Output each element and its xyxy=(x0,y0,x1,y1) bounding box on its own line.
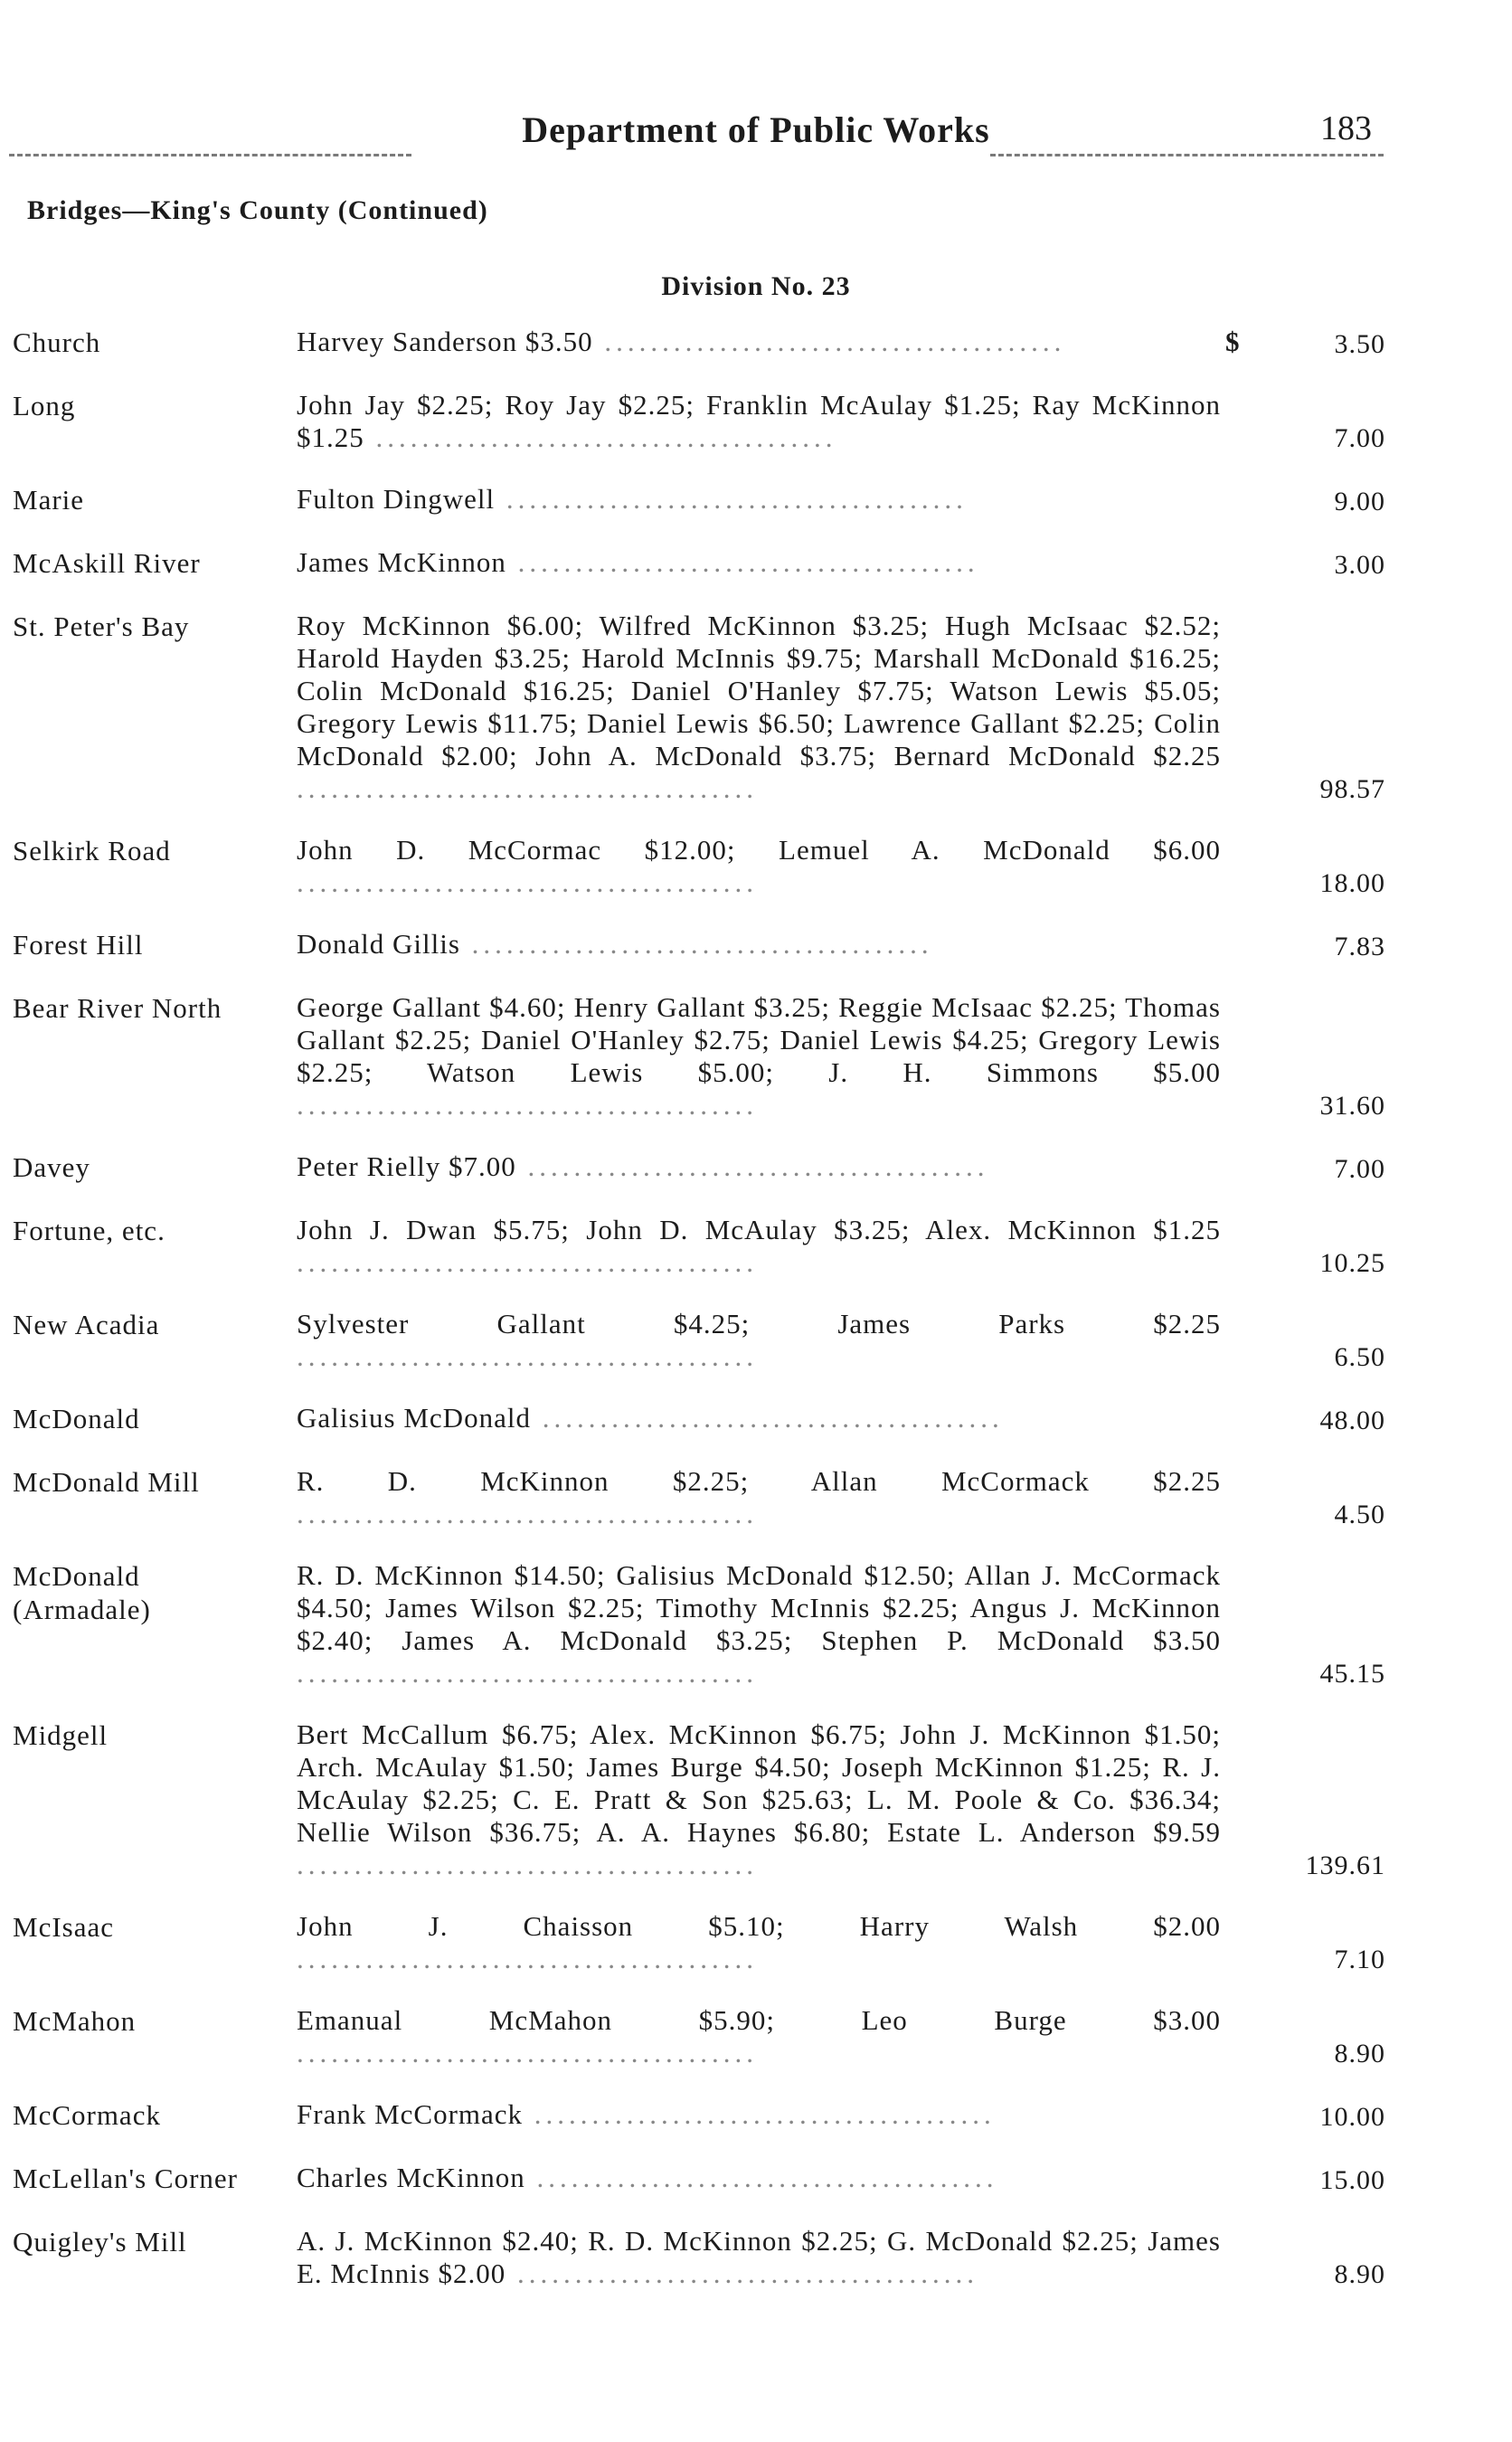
leader-dots: ........................................ xyxy=(506,546,979,578)
place-name: McCormack xyxy=(13,2099,161,2131)
place-name: McDonald xyxy=(13,1403,140,1434)
amount: 9.00 xyxy=(1334,487,1385,516)
payee-list xyxy=(297,1718,1221,1881)
leader-dots: ........................................ xyxy=(506,2257,979,2289)
place-name: Long xyxy=(13,390,76,421)
leader-dots: ........................................ xyxy=(297,2037,758,2068)
place-name: Quigley's Mill xyxy=(13,2226,187,2257)
amount: 7.83 xyxy=(1334,932,1385,961)
list-item xyxy=(0,2162,1512,2196)
leader-dots: ........................................ xyxy=(297,866,758,898)
payee-text: John D. McCormac $12.00; Lemuel A. McDonald $6.00 xyxy=(297,834,1221,866)
leader-dots: ........................................ xyxy=(297,1498,758,1529)
payee-text: Bert McCallum $6.75; Alex. McKinnon $6.75; John J. McKinnon $1.50; Arch. McAulay $1.50; James Burge $4.50; Joseph McKinnon $1.25; R. J. McAulay $2.25; C. E. Pratt & Son $25.63; L. M. Poole & Co. $36.34; Nellie Wilson $36.75; A. A. Haynes $6.80; Estate L. Anderson $9.59 xyxy=(297,1718,1221,1848)
payee-text: John J. Chaisson $5.10; Harry Walsh $2.00 xyxy=(297,1910,1221,1942)
amount: 45.15 xyxy=(1319,1659,1385,1689)
payee-text: Galisius McDonald xyxy=(297,1402,531,1434)
place-name: Selkirk Road xyxy=(13,835,171,866)
payee-list xyxy=(297,2225,1221,2290)
list-item xyxy=(0,1214,1512,1279)
list-item xyxy=(0,1718,1512,1881)
amount: 7.00 xyxy=(1334,1154,1385,1184)
place-name: McLellan's Corner xyxy=(13,2163,238,2194)
amount: 3.00 xyxy=(1334,550,1385,580)
list-item xyxy=(0,389,1512,454)
payee-text: Fulton Dingwell xyxy=(297,483,496,515)
amount: 7.10 xyxy=(1334,1945,1385,1974)
amount: 3.50 xyxy=(1334,329,1385,359)
page-header xyxy=(0,109,1512,163)
payee-text: Emanual McMahon $5.90; Leo Burge $3.00 xyxy=(297,2004,1221,2036)
amount: 4.50 xyxy=(1334,1500,1385,1529)
place-name: Church xyxy=(13,327,101,358)
payee-text: Sylvester Gallant $4.25; James Parks $2.25 xyxy=(297,1308,1221,1339)
list-item xyxy=(0,2004,1512,2069)
amount: 8.90 xyxy=(1334,2259,1385,2289)
place-name: McIsaac xyxy=(13,1911,114,1943)
payee-list xyxy=(297,1910,1221,1975)
list-item xyxy=(0,1910,1512,1975)
place-name: Marie xyxy=(13,484,85,516)
payee-list xyxy=(297,2004,1221,2069)
payee-list xyxy=(297,483,1221,516)
amount: 6.50 xyxy=(1334,1342,1385,1372)
section-heading: Bridges—King's County (Continued) xyxy=(27,195,488,225)
dollar-sign: $ xyxy=(1225,326,1240,357)
payee-text: James McKinnon xyxy=(297,546,506,578)
leader-dots: ........................................ xyxy=(515,1150,989,1182)
list-item xyxy=(0,546,1512,581)
list-item xyxy=(0,928,1512,962)
list-item xyxy=(0,483,1512,517)
payee-text: A. J. McKinnon $2.40; R. D. McKinnon $2.25; G. McDonald $2.25; James E. McInnis $2.00 xyxy=(297,2225,1221,2289)
payee-text: Harvey Sanderson $3.50 xyxy=(297,326,593,357)
list-item xyxy=(0,326,1512,360)
page-number: 183 xyxy=(1320,109,1372,147)
header-rule-left xyxy=(9,154,411,156)
place-name: Fortune, etc. xyxy=(13,1215,165,1246)
leader-dots: ........................................ xyxy=(523,2098,996,2130)
payee-text: John Jay $2.25; Roy Jay $2.25; Franklin McAulay $1.25; Ray McKinnon $1.25 xyxy=(297,389,1221,453)
leader-dots: ........................................ xyxy=(297,1657,758,1689)
payee-text: R. D. McKinnon $14.50; Galisius McDonald $12.50; Allan J. McCormack $4.50; James Wilson $2.25; Timothy McInnis $2.25; Angus J. McKinnon $2.40; James A. McDonald $3.25; Stephen P. McDonald $3.50 xyxy=(297,1559,1221,1656)
place-name: New Acadia xyxy=(13,1309,160,1340)
amount: 10.25 xyxy=(1319,1248,1385,1278)
list-item xyxy=(0,1559,1512,1690)
leader-dots: ........................................ xyxy=(530,1402,1004,1434)
leader-dots: ........................................ xyxy=(459,928,933,960)
place-name: McMahon xyxy=(13,2005,137,2037)
leader-dots: ........................................ xyxy=(297,1943,758,1974)
payee-list xyxy=(297,1214,1221,1279)
amount: 31.60 xyxy=(1319,1091,1385,1121)
list-item xyxy=(0,1308,1512,1373)
place-name: Midgell xyxy=(13,1719,109,1751)
payee-text: Peter Rielly $7.00 xyxy=(297,1150,516,1182)
amount: 8.90 xyxy=(1334,2039,1385,2068)
payee-list xyxy=(297,1150,1221,1183)
place-name: Bear River North xyxy=(13,992,222,1024)
leader-dots: ........................................ xyxy=(297,1340,758,1372)
leader-dots: ........................................ xyxy=(592,326,1066,357)
payee-list xyxy=(297,991,1221,1122)
amount: 98.57 xyxy=(1319,774,1385,804)
running-title: Department of Public Works xyxy=(522,109,990,150)
leader-dots: ........................................ xyxy=(495,483,968,515)
list-item xyxy=(0,2225,1512,2290)
payee-list xyxy=(297,1308,1221,1373)
place-name: McDonald (Armadale) xyxy=(13,1560,151,1625)
header-rule-right xyxy=(990,154,1384,156)
payee-text: Donald Gillis xyxy=(297,928,460,960)
list-item xyxy=(0,834,1512,899)
list-item xyxy=(0,1150,1512,1185)
payee-list xyxy=(297,2098,1221,2131)
payee-text: George Gallant $4.60; Henry Gallant $3.25; Reggie McIsaac $2.25; Thomas Gallant $2.25; Daniel O'Hanley $2.75; Daniel Lewis $4.25; Gregory Lewis $2.25; Watson Lewis $5.00; J. H. Simmons $5.00 xyxy=(297,991,1221,1088)
amount: 10.00 xyxy=(1319,2102,1385,2132)
payee-list xyxy=(297,1559,1221,1690)
payee-list xyxy=(297,610,1221,805)
payee-text: John J. Dwan $5.75; John D. McAulay $3.25; Alex. McKinnon $1.25 xyxy=(297,1214,1221,1245)
place-name: St. Peter's Bay xyxy=(13,610,190,642)
payee-list xyxy=(297,2162,1221,2194)
place-name: McAskill River xyxy=(13,547,201,579)
amount: 15.00 xyxy=(1319,2165,1385,2195)
payee-list xyxy=(297,928,1221,961)
place-name: Davey xyxy=(13,1151,90,1183)
leader-dots: ........................................ xyxy=(297,1246,758,1278)
leader-dots: ........................................ xyxy=(297,772,758,804)
amount: 48.00 xyxy=(1319,1406,1385,1435)
amount: 7.00 xyxy=(1334,423,1385,453)
leader-dots: ........................................ xyxy=(524,2162,998,2193)
leader-dots: ........................................ xyxy=(297,1089,758,1121)
payee-list xyxy=(297,389,1221,454)
list-item xyxy=(0,991,1512,1122)
payee-text: Roy McKinnon $6.00; Wilfred McKinnon $3.25; Hugh McIsaac $2.52; Harold Hayden $3.25; Harold McInnis $9.75; Marshall McDonald $16.25; Colin McDonald $16.25; Daniel O'Hanley $7.75; Watson Lewis $5.05; Gregory Lewis $11.75; Daniel Lewis $6.50; Lawrence Gallant $2.25; Colin McDonald $2.00; John A. McDonald $3.75; Bernard McDonald $2.25 xyxy=(297,610,1221,771)
payee-text: Frank McCormack xyxy=(297,2098,524,2130)
place-name: Forest Hill xyxy=(13,929,144,961)
entry-list xyxy=(0,326,1512,2319)
amount: 18.00 xyxy=(1319,868,1385,898)
payee-list xyxy=(297,546,1221,579)
payee-text: R. D. McKinnon $2.25; Allan McCormack $2.25 xyxy=(297,1465,1221,1497)
payee-list xyxy=(297,1402,1221,1434)
amount: 139.61 xyxy=(1305,1850,1385,1880)
place-name: McDonald Mill xyxy=(13,1466,200,1498)
list-item xyxy=(0,610,1512,805)
leader-dots: ........................................ xyxy=(297,1849,758,1880)
leader-dots: ........................................ xyxy=(364,421,837,453)
list-item xyxy=(0,2098,1512,2133)
payee-list xyxy=(297,834,1221,899)
payee-list xyxy=(297,326,1221,358)
division-heading: Division No. 23 xyxy=(661,271,851,301)
payee-text: Charles McKinnon xyxy=(297,2162,525,2193)
payee-list xyxy=(297,1465,1221,1530)
list-item xyxy=(0,1465,1512,1530)
list-item xyxy=(0,1402,1512,1436)
